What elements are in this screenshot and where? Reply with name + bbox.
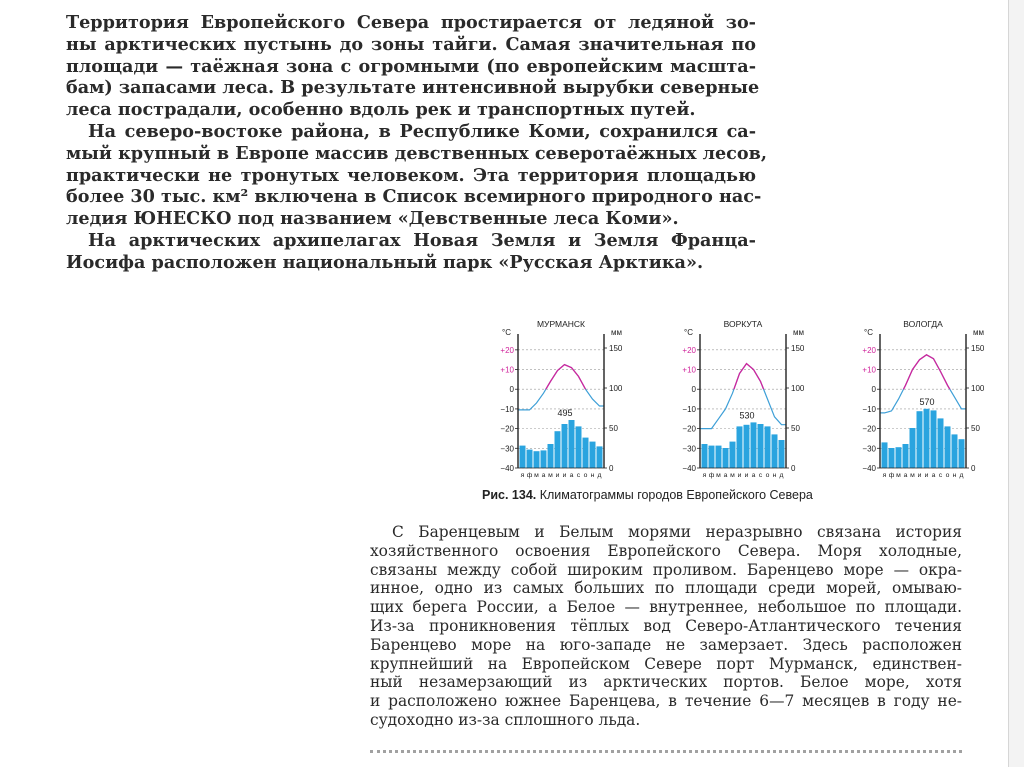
month-label: м [896,472,901,479]
annual-precip-label: 530 [739,410,755,421]
text-line: Территория Европейского Севера простирается от ледяной зо- [66,12,756,33]
temp-tick-label: +10 [862,365,876,375]
month-label: ф [708,472,715,479]
precip-tick-label: 150 [609,344,623,353]
month-label: ф [526,472,533,479]
text-line: инное, одно из самых больших по площади среди морей, омываю- [370,579,962,598]
text-line: ный незамерзающий из арктических портов. Белое море, хотя [370,673,962,692]
month-label: м [716,472,721,479]
precip-bar [917,411,923,468]
text-line: Иосифа расположен национальный парк «Русская Арктика». [66,251,704,273]
month-label: с [758,472,763,479]
precip-tick-label: 100 [609,384,623,393]
precip-bar [889,448,895,468]
climatogram-vorkuta [672,318,805,483]
climatogram-vologda [852,318,985,483]
text-line: крупнейший на Европейском Севере порт Мурманск, единствен- [370,654,962,673]
temp-tick-label: −40 [500,464,514,473]
text-line: щих берега России, а Белое — внутреннее, небольшое по площади. [370,598,962,617]
temp-tick-label: 0 [871,385,876,395]
chart-title: ВОЛОГДА [903,319,943,329]
month-label: и [555,472,560,479]
climatogram-svg [490,318,623,483]
temp-tick-label: +10 [682,365,696,375]
chart-title: ВОРКУТА [723,319,763,329]
temp-unit-label: °C [864,328,873,337]
text-line: связаны между собой широким проливом. Баренцево море — окра- [370,560,962,579]
climatogram-svg [852,318,985,483]
text-line: и расположено южнее Баренцева, в течение 6—7 месяцев в году не- [370,692,962,711]
precip-tick-label: 150 [971,344,985,353]
temp-tick-label: −10 [682,404,696,414]
annual-precip-label: 570 [919,396,935,407]
precip-bar [765,426,771,468]
annual-precip-label: 495 [557,408,573,418]
figure-caption-number: Рис. 134. [482,488,537,502]
precip-bar [938,418,944,468]
precip-bar [576,426,582,468]
month-label: о [945,472,950,479]
month-label: а [751,472,756,479]
temp-tick-label: +10 [500,365,514,375]
precip-bar [945,426,951,468]
temp-tick-label: 0 [509,385,514,395]
month-label: а [723,472,728,479]
precip-bar [903,444,909,468]
temp-tick-label: −20 [682,424,696,434]
month-label: о [765,472,770,479]
month-label: м [534,472,539,479]
precip-bar [548,444,554,468]
precip-bar [583,438,589,468]
bottom-text-block [370,523,962,730]
temp-unit-label: °C [684,328,693,337]
month-label: д [597,472,602,479]
precip-bar [520,446,526,468]
climatogram-murmansk [490,318,623,483]
temp-tick-label: −10 [500,404,514,414]
text-line: судоходно из-за сплошного льда. [370,710,641,729]
temp-tick-label: −20 [500,424,514,434]
temperature-curve-warm [518,365,604,410]
precip-bar [758,424,764,468]
text-line: ны арктических пустынь до зоны тайги. Самая значительная по [66,33,756,55]
precip-bar [555,431,561,468]
month-label: и [737,472,742,479]
precip-bar [959,439,965,468]
month-label: н [952,472,957,479]
temp-tick-label: −10 [862,404,876,414]
precip-bar [534,451,540,468]
temp-unit-label: °C [502,328,511,337]
precip-bar [709,446,715,468]
precip-bar [896,447,902,468]
month-label: м [730,472,735,479]
temp-tick-label: −20 [862,424,876,434]
precip-bar [541,450,547,468]
precip-bar [716,446,722,468]
month-label: я [702,472,707,479]
text-line: На северо-востоке района, в Республике Коми, сохранился са- [88,120,756,142]
precip-tick-label: 0 [971,464,976,473]
month-label: н [590,472,595,479]
month-label: и [924,472,929,479]
month-label: а [569,472,574,479]
temp-tick-label: +20 [862,345,876,355]
precip-tick-label: 150 [791,344,805,353]
month-label: м [548,472,553,479]
month-label: м [910,472,915,479]
text-line: мый крупный в Европе массив девственных северотаёжных лесов, [66,142,767,164]
text-line: Баренцево море на юго-западе не замерзает. Здесь расположен [370,635,962,654]
precip-bar [562,424,568,468]
paragraph-russian-arctic [66,230,756,274]
temperature-curve-cold [518,365,604,410]
month-label: д [959,472,964,479]
paragraph-komi-forests [66,120,767,230]
precip-tick-label: 100 [971,384,985,393]
text-line: площади — таёжная зона с огромными (по европейским масшта- [66,55,756,77]
precip-bar [702,444,708,468]
precip-tick-label: 50 [609,424,618,433]
top-text-block [66,12,767,274]
precip-bar [737,426,743,468]
precip-bar [527,450,533,468]
month-label: н [772,472,777,479]
text-line: На арктических архипелагах Новая Земля и Земля Франца- [88,229,756,251]
precip-tick-label: 100 [791,384,805,393]
precip-unit-label: мм [611,328,622,337]
month-label: и [744,472,749,479]
text-line: С Баренцевым и Белым морями неразрывно связана история [392,523,962,541]
chart-title: МУРМАНСК [536,319,586,329]
precip-unit-label: мм [793,328,804,337]
month-label: а [541,472,546,479]
precip-bar [590,442,596,468]
month-label: о [583,472,588,479]
text-line: бам) запасами леса. В результате интенсивной вырубки северные [66,77,760,99]
precip-tick-label: 0 [609,464,614,473]
temp-tick-label: −30 [862,444,876,454]
precip-bar [751,422,757,468]
temp-tick-label: +20 [682,345,696,355]
temp-tick-label: −30 [682,444,696,454]
paragraph-tundra-taiga [66,12,760,121]
month-label: я [882,472,887,479]
text-line: более 30 тыс. км² включена в Список всемирного природного нас- [66,186,762,208]
precip-bar [910,428,916,468]
month-label: ф [888,472,895,479]
precip-bar [772,434,778,468]
month-label: с [938,472,943,479]
month-label: я [520,472,525,479]
precip-bar [744,425,750,468]
precip-bar [597,446,603,468]
month-label: и [917,472,922,479]
text-line: практически не тронутых человеком. Эта территория площадью [66,164,756,186]
climatogram-svg [672,318,805,483]
figure-caption [482,488,813,502]
precip-bar [779,440,785,468]
text-line: хозяйственного освоения Европейского Севера. Моря холодные, [370,541,962,560]
precip-bar [882,442,888,468]
month-label: с [576,472,581,479]
text-line: леса пострадали, особенно вдоль рек и транспортных путей. [66,99,696,121]
temp-tick-label: −40 [682,464,696,473]
month-label: и [562,472,567,479]
precip-tick-label: 50 [791,424,800,433]
figure-caption-text: Климатограммы городов Европейского Севера [536,488,813,502]
temp-tick-label: 0 [691,385,696,395]
temp-tick-label: −40 [862,464,876,473]
precip-tick-label: 50 [971,424,980,433]
month-label: а [931,472,936,479]
text-line: Из-за проникновения тёплых вод Северо-Атлантического течения [370,616,962,635]
precip-bar [952,434,958,468]
text-line: ледия ЮНЕСКО под названием «Девственные леса Коми». [66,208,679,230]
precip-tick-label: 0 [791,464,796,473]
precip-bar [931,410,937,468]
precip-bar [569,420,575,468]
page-edge [1008,0,1024,767]
cut-off-text-line [370,747,962,753]
precip-bar [924,409,930,468]
month-label: а [903,472,908,479]
temp-tick-label: +20 [500,345,514,355]
precip-unit-label: мм [973,328,984,337]
precip-bar [730,442,736,468]
month-label: д [779,472,784,479]
precip-bar [723,448,729,468]
temp-tick-label: −30 [500,444,514,454]
